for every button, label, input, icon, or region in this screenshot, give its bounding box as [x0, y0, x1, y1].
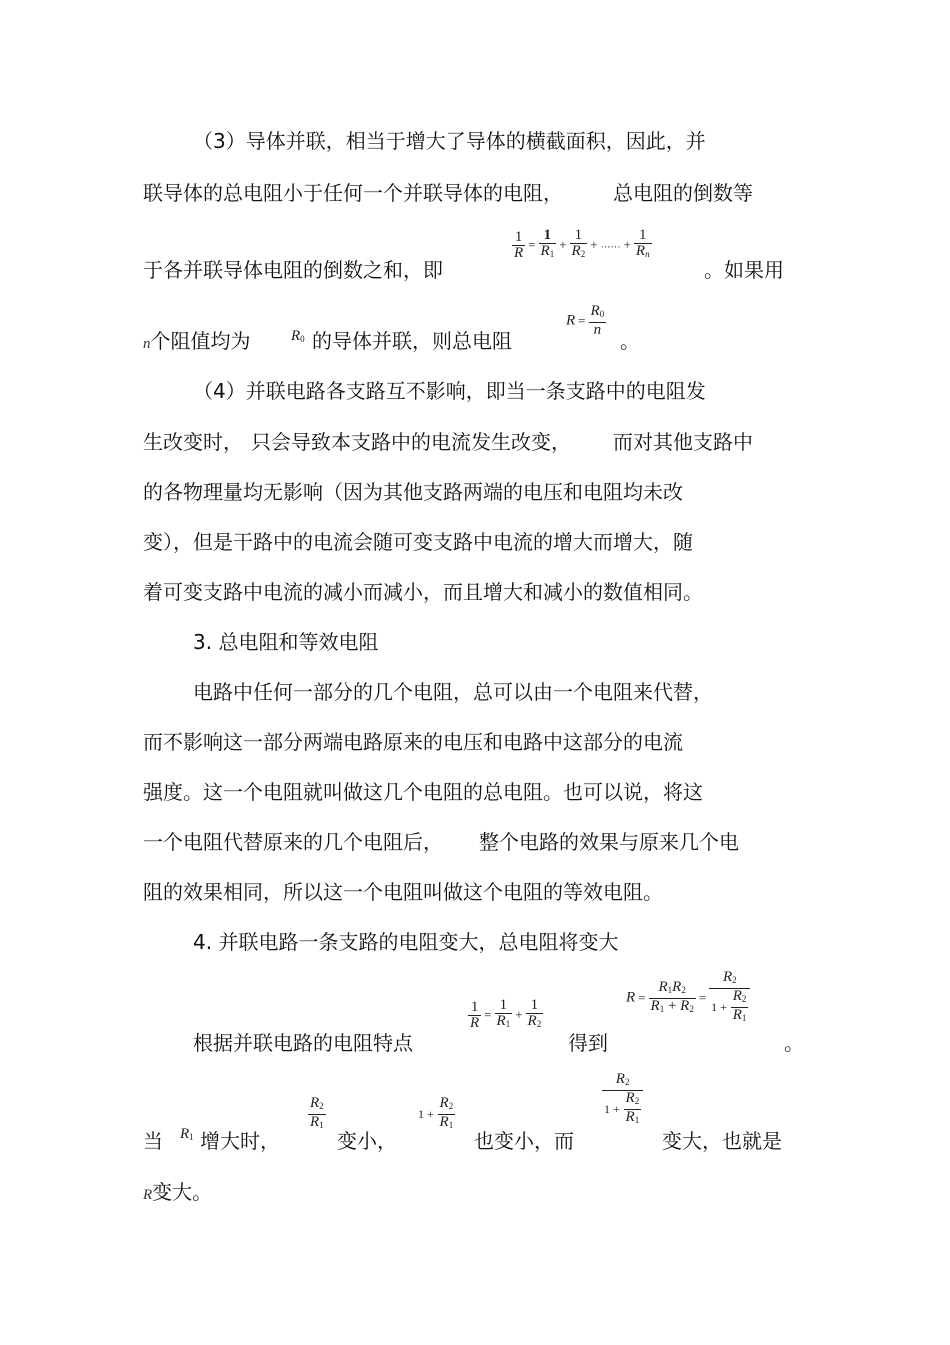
formula-parallel-sum: $\frac{1}{R}$ = $\frac{1}{R_1}$ + $\frac{1}{R_2}$ + …… + $\frac{1}{R_n}$	[514, 227, 650, 261]
section-heading: 3. 总电阻和等效电阻	[193, 630, 379, 654]
text-line: 电路中任何一部分的几个电阻，总可以由一个电阻来代替，	[193, 680, 713, 704]
text-line: 变大，也就是	[662, 1129, 782, 1153]
formula-two-resistors: $\frac{1}{R}$ = $\frac{1}{R_1}$ + $\frac{1}{R_2}$	[470, 997, 542, 1031]
text-line: 增大时，	[200, 1129, 280, 1153]
formula-R-equals-R0-over-n: R = $\frac{R_0}{n}$	[566, 303, 605, 338]
formula-one-plus-ratio: 1 + $\frac{R_2}{R_1}$	[418, 1095, 454, 1130]
text-line: 强度。这一个电阻就叫做这几个电阻的总电阻。也可以说，将这	[143, 780, 703, 804]
text-line: 变），但是干路中的电流会随可变支路中电流的增大而增大，随	[143, 530, 693, 554]
formula-R2-over-R1: $\frac{R_2}{R_1}$	[310, 1095, 324, 1130]
text-line: 的各物理量均无影响（因为其他支路两端的电压和电阻均未改	[143, 480, 683, 504]
text-line: 的导体并联，则总电阻	[312, 329, 512, 353]
text-line: 。如果用	[704, 258, 784, 282]
section-heading: 4. 并联电路一条支路的电阻变大，总电阻将变大	[193, 930, 619, 954]
text-line: 一个电阻代替原来的几个电阻后， 整个电路的效果与原来几个电	[143, 830, 739, 854]
text-line: 根据并联电路的电阻特点	[193, 1031, 413, 1055]
text-line: 。	[620, 329, 640, 353]
text-line: 联导体的总电阻小于任何一个并联导体的电阻， 总电阻的倒数等	[143, 181, 753, 205]
formula-R1: $R_1$	[180, 1126, 194, 1142]
text-line: （4）并联电路各支路互不影响，即当一条支路中的电阻发	[193, 379, 706, 403]
text-line: 也变小，而	[474, 1129, 574, 1153]
text-line: n个阻值均为	[143, 329, 251, 353]
text-line: 着可变支路中电流的减小而减小，而且增大和减小的数值相同。	[143, 580, 703, 604]
formula-R2-over-one-plus-ratio: $R_2$ 1 + $\frac{R_2}{R_1}$	[602, 1072, 643, 1128]
text-line: 变小，	[337, 1129, 397, 1153]
text-line: 阻的效果相同，所以这一个电阻叫做这个电阻的等效电阻。	[143, 880, 663, 904]
formula-R0: $R_0$	[291, 328, 305, 344]
text-line: （3）导体并联，相当于增大了导体的横截面积，因此，并	[193, 129, 706, 153]
text-line: 当	[143, 1129, 163, 1153]
text-line: 得到	[568, 1031, 608, 1055]
formula-R-result: R = $\frac{R_1R_2}{R_1 + R_2}$ = $R_2$ 1 + $\frac{R_2}{R_1}$	[626, 970, 750, 1026]
text-line: R变大。	[143, 1180, 213, 1204]
text-line: 生改变时， 只会导致本支路中的电流发生改变， 而对其他支路中	[143, 430, 753, 454]
text-line: 。	[784, 1031, 804, 1055]
text-line: 而不影响这一部分两端电路原来的电压和电路中这部分的电流	[143, 730, 683, 754]
text-line: 于各并联导体电阻的倒数之和，即	[143, 258, 443, 282]
